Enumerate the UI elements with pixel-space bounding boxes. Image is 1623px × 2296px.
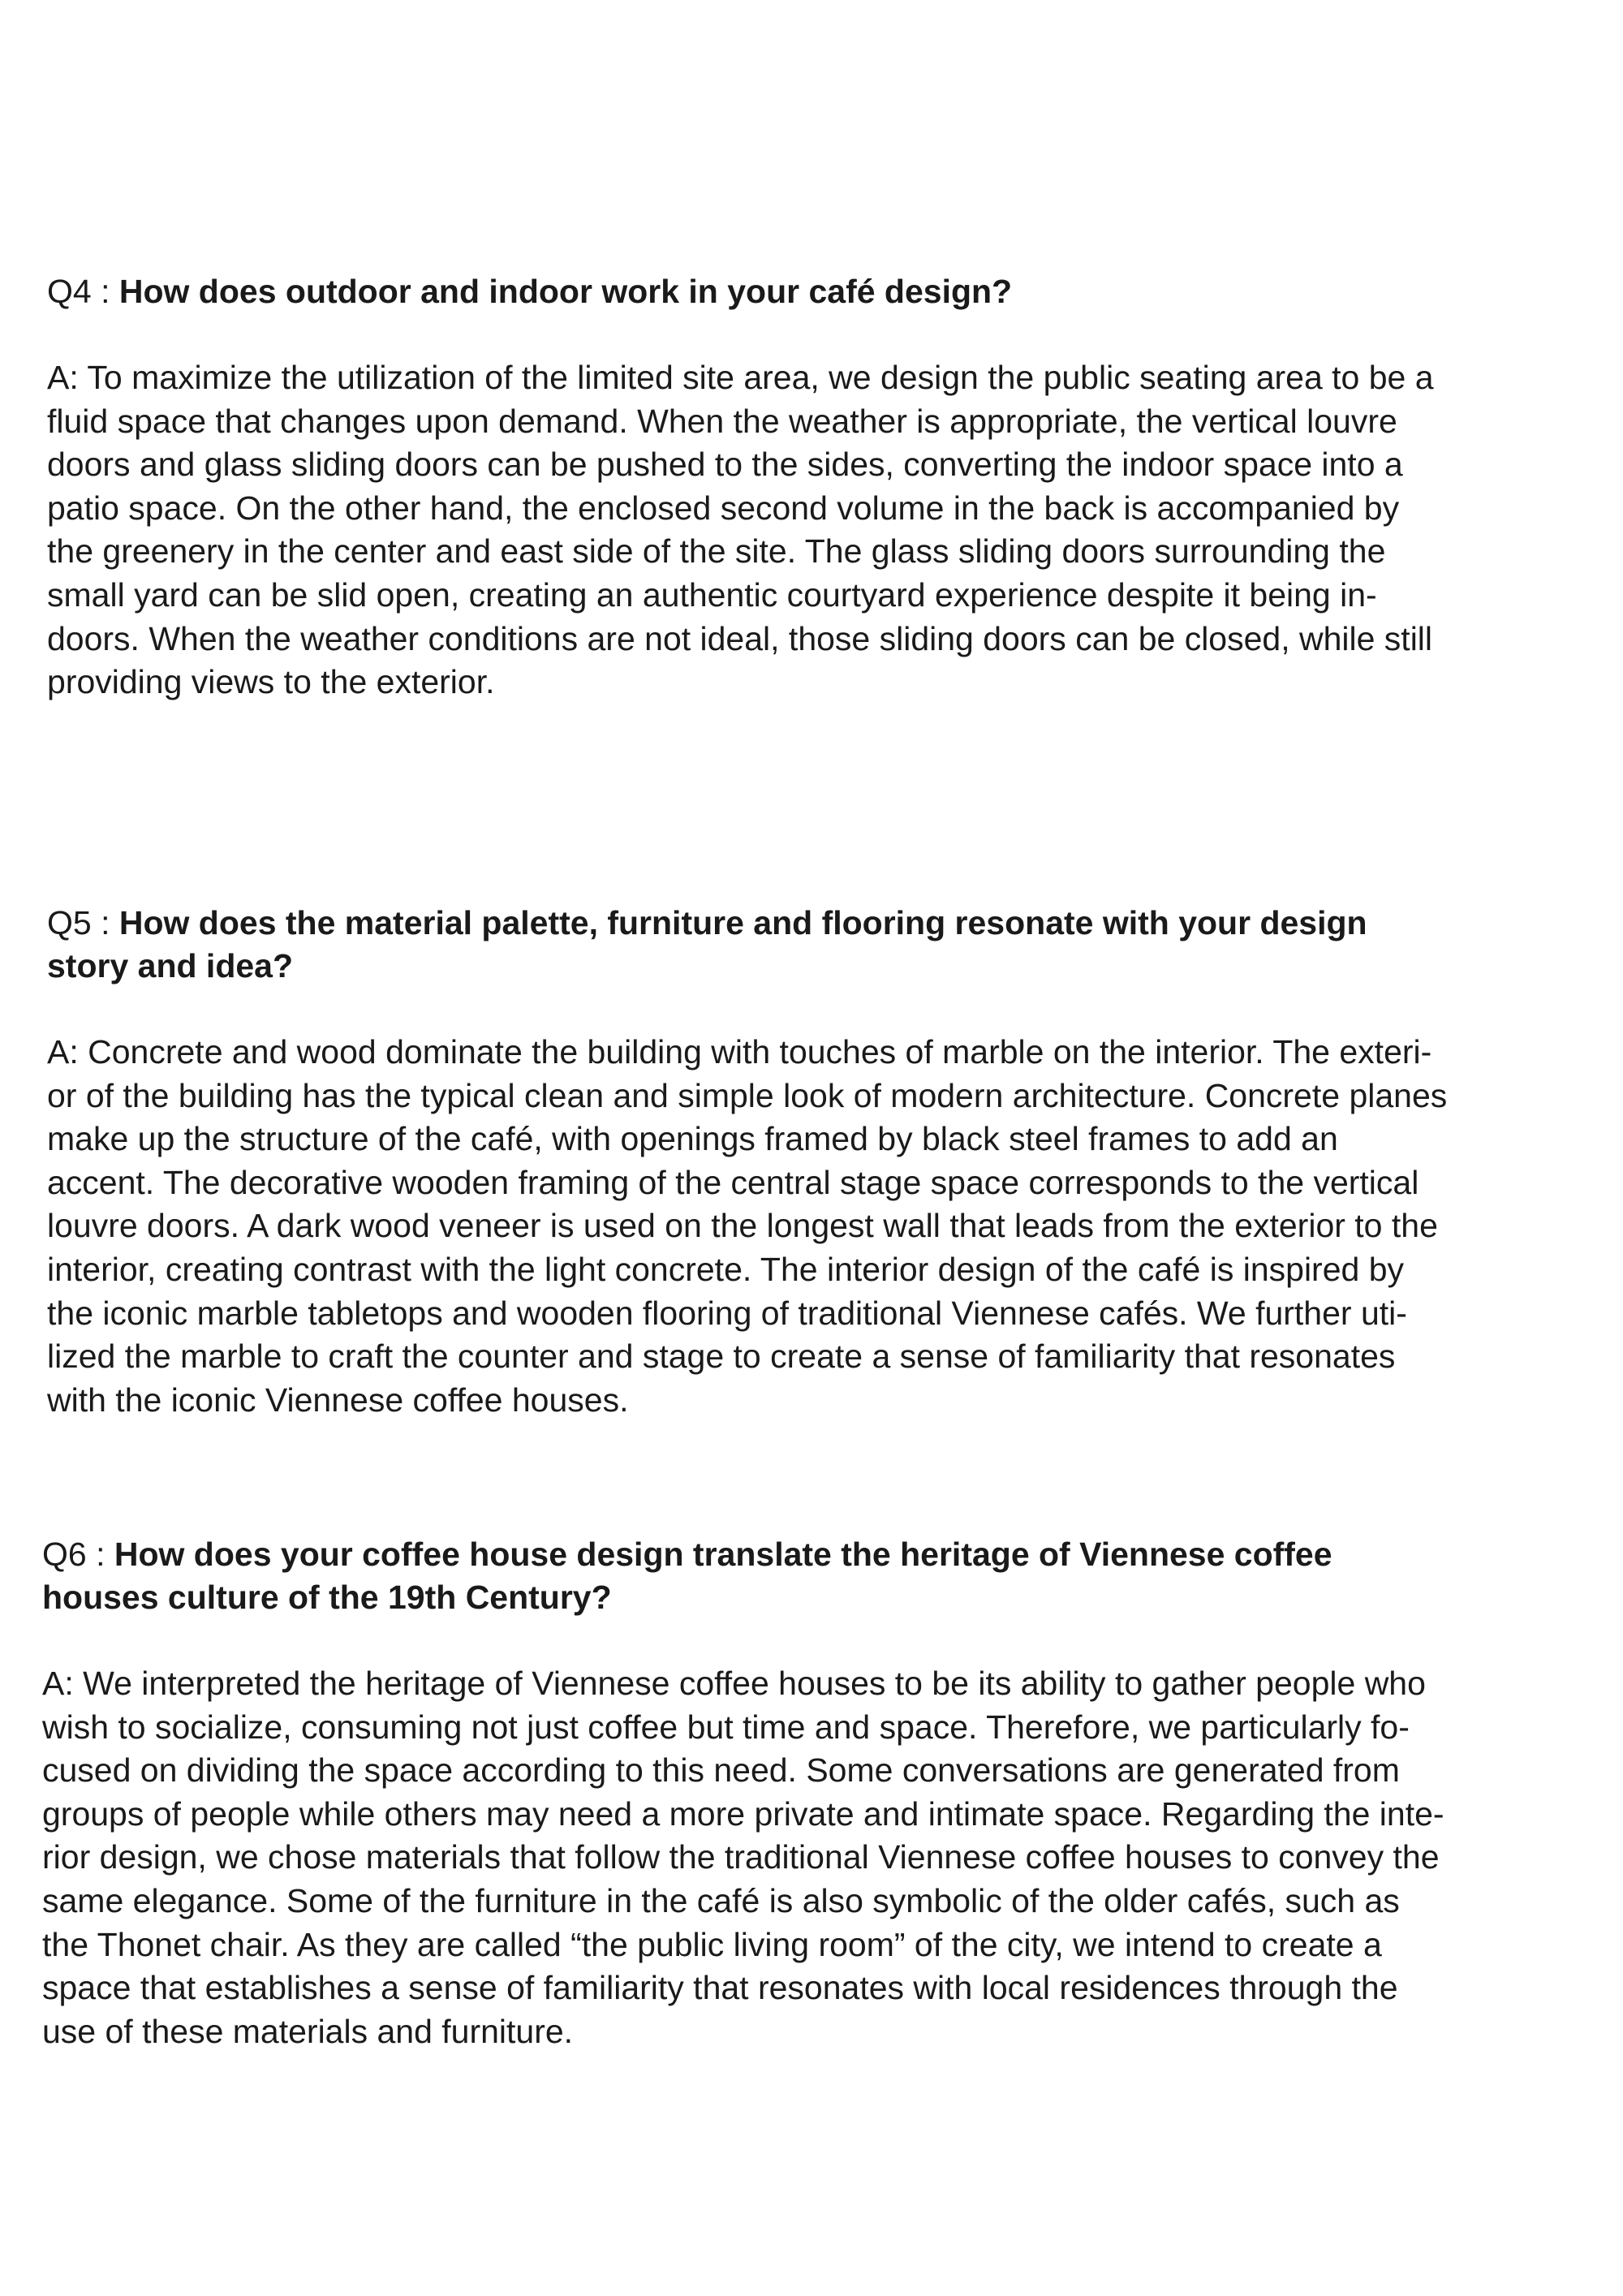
question-label: Q6 :: [42, 1536, 114, 1573]
answer-line: small yard can be slid open, creating an authentic courtyard experience despite it being in-: [47, 575, 1377, 614]
qa-block-q5: [47, 902, 1623, 1422]
answer-q4: [47, 356, 1623, 704]
answer-line: with the iconic Viennese coffee houses.: [47, 1381, 629, 1419]
answer-line: patio space. On the other hand, the enclosed second volume in the back is accompanied by: [47, 489, 1400, 527]
answer-line: A: To maximize the utilization of the limited site area, we design the public seating area to be a: [47, 359, 1434, 396]
answer-line: space that establishes a sense of familiarity that resonates with local residences through the: [42, 1969, 1398, 2007]
answer-line: A: Concrete and wood dominate the building with touches of marble on the interior. The exteri-: [47, 1033, 1432, 1070]
spacer: [47, 313, 1623, 356]
answer-line: the Thonet chair. As they are called “the public living room” of the city, we intend to create a: [42, 1925, 1382, 1963]
question-text: houses culture of the 19th Century?: [42, 1579, 612, 1616]
answer-line: use of these materials and furniture.: [42, 2012, 574, 2050]
answer-line: providing views to the exterior.: [47, 663, 495, 701]
question-text: How does your coffee house design translate the heritage of Viennese coffee: [114, 1536, 1332, 1573]
answer-line: doors and glass sliding doors can be pushed to the sides, converting the indoor space into a: [47, 446, 1403, 484]
answer-line: doors. When the weather conditions are not ideal, those sliding doors can be closed, while still: [47, 619, 1433, 657]
answer-line: groups of people while others may need a more private and intimate space. Regarding the inte-: [42, 1794, 1444, 1833]
answer-line: cused on dividing the space according to this need. Some conversations are generated from: [42, 1751, 1400, 1790]
answer-line: the iconic marble tabletops and wooden flooring of traditional Viennese cafés. We further uti-: [47, 1294, 1407, 1332]
question-text: How does outdoor and indoor work in your café design?: [118, 273, 1013, 310]
answer-line: the greenery in the center and east side of the site. The glass sliding doors surrounding the: [47, 532, 1386, 571]
question-label: Q4 :: [47, 273, 119, 310]
answer-line: accent. The decorative wooden framing of the central stage space corresponds to the vertical: [47, 1163, 1419, 1201]
answer-line: rior design, we chose materials that follow the traditional Viennese coffee houses to convey the: [42, 1838, 1440, 1876]
question-line: [47, 902, 1623, 945]
answer-line: wish to socialize, consuming not just coffee but time and space. Therefore, we particularly fo-: [42, 1708, 1410, 1746]
answer-q6: [42, 1662, 1623, 2053]
answer-q5: [47, 1031, 1623, 1422]
question-label: Q5 :: [47, 904, 119, 941]
qa-block-q4: [47, 270, 1623, 704]
question-text: story and idea?: [47, 947, 294, 984]
question-q4: [47, 270, 1623, 313]
answer-line: same elegance. Some of the furniture in the café is also symbolic of the older cafés, such as: [42, 1881, 1400, 1919]
question-q5: [47, 902, 1623, 988]
question-q6: [42, 1533, 1623, 1619]
answer-line: lized the marble to craft the counter and stage to create a sense of familiarity that resonates: [47, 1338, 1396, 1376]
question-text: How does the material palette, furniture and flooring resonate with your design: [118, 904, 1367, 941]
qa-block-q6: [42, 1533, 1623, 2053]
answer-line: louvre doors. A dark wood veneer is used on the longest wall that leads from the exterior to the: [47, 1207, 1438, 1245]
question-line: [47, 270, 1623, 313]
answer-line: fluid space that changes upon demand. When the weather is appropriate, the vertical louvre: [47, 402, 1397, 440]
answer-line: A: We interpreted the heritage of Viennese coffee houses to be its ability to gather people who: [42, 1665, 1426, 1702]
question-line: [42, 1533, 1623, 1576]
answer-line: interior, creating contrast with the light concrete. The interior design of the café is inspired by: [47, 1250, 1405, 1288]
spacer: [47, 988, 1623, 1031]
answer-line: make up the structure of the café, with openings framed by black steel frames to add an: [47, 1120, 1338, 1158]
answer-line: or of the building has the typical clean and simple look of modern architecture. Concrete planes: [47, 1076, 1448, 1114]
spacer: [42, 1619, 1623, 1662]
